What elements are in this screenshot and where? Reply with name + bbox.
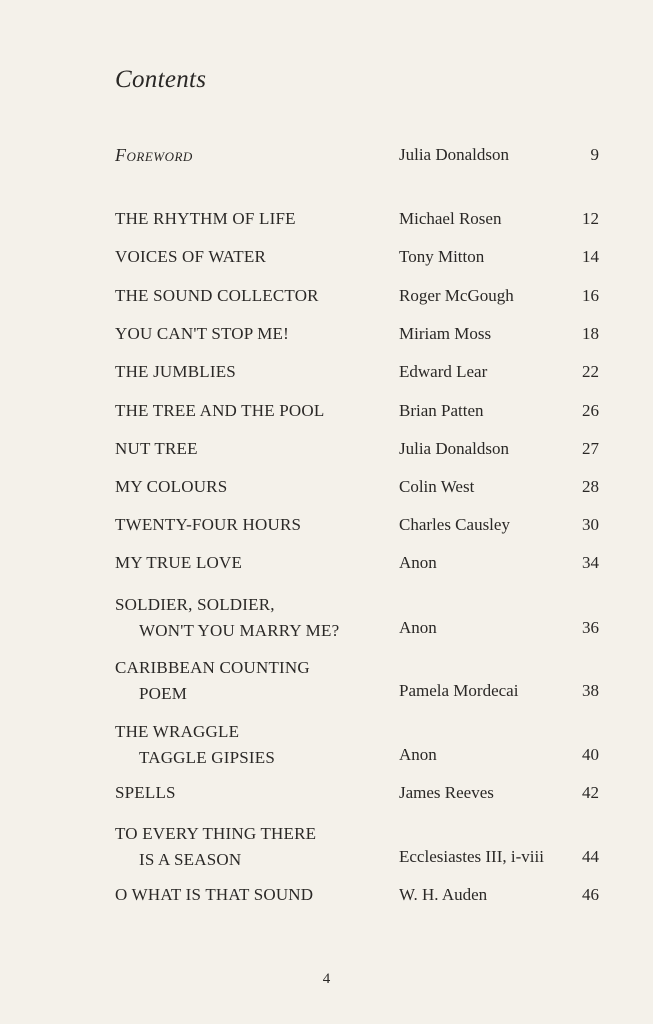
toc-author: Edward Lear xyxy=(399,362,488,381)
toc-author: Roger McGough xyxy=(399,286,514,305)
page-title: Contents xyxy=(115,66,207,93)
toc-title: Foreword xyxy=(115,145,193,165)
toc-title: THE RHYTHM OF LIFE xyxy=(115,209,296,228)
toc-page-number: 34 xyxy=(582,553,599,572)
toc-page-number: 40 xyxy=(582,745,599,764)
toc-page-number: 26 xyxy=(582,401,599,420)
toc-page-number: 38 xyxy=(582,681,599,700)
toc-title: TWENTY-FOUR HOURS xyxy=(115,515,302,534)
toc-page-number: 30 xyxy=(582,515,599,534)
toc-page-number: 28 xyxy=(582,477,599,496)
toc-page-number: 14 xyxy=(582,247,599,266)
toc-author: Ecclesiastes III, i-viii xyxy=(399,847,544,866)
toc-title: NUT TREE xyxy=(115,439,198,458)
toc-author: Tony Mitton xyxy=(399,247,485,266)
toc-author: Anon xyxy=(399,745,437,764)
toc-author: Anon xyxy=(399,618,437,637)
toc-title xyxy=(115,592,339,644)
toc-page-number: 12 xyxy=(582,209,599,228)
toc-title-line-2: POEM xyxy=(139,684,188,703)
toc-author: Michael Rosen xyxy=(399,209,502,228)
toc-page-number: 18 xyxy=(582,324,599,343)
toc-title-line-2: IS A SEASON xyxy=(139,850,242,869)
show-through-watermark xyxy=(130,70,630,490)
toc-author: Miriam Moss xyxy=(399,324,492,343)
toc-title: SPELLS xyxy=(115,783,176,802)
toc-title: THE TREE AND THE POOL xyxy=(115,401,325,420)
toc-title: YOU CAN'T STOP ME! xyxy=(115,324,290,343)
toc-title-line-2: TAGGLE GIPSIES xyxy=(139,748,276,767)
toc-page-number: 46 xyxy=(582,885,599,904)
toc-page-number: 42 xyxy=(582,783,599,802)
toc-author: Pamela Mordecai xyxy=(399,681,519,700)
toc-title: MY COLOURS xyxy=(115,477,228,496)
toc-title: VOICES OF WATER xyxy=(115,247,266,266)
toc-title: MY TRUE LOVE xyxy=(115,553,243,572)
toc-title-line-1: THE WRAGGLE xyxy=(115,722,240,741)
toc-row xyxy=(0,655,653,707)
toc-title-line-1: TO EVERY THING THERE xyxy=(115,824,317,843)
toc-author: Brian Patten xyxy=(399,401,484,420)
toc-page-number: 27 xyxy=(582,439,599,458)
toc-page-number: 36 xyxy=(582,618,599,637)
toc-title-line-1: CARIBBEAN COUNTING xyxy=(115,658,310,677)
toc-author: Colin West xyxy=(399,477,475,496)
toc-author: Anon xyxy=(399,553,437,572)
toc-title: THE SOUND COLLECTOR xyxy=(115,286,319,305)
toc-author: Julia Donaldson xyxy=(399,439,510,458)
toc-row xyxy=(0,592,653,644)
toc-author: James Reeves xyxy=(399,783,494,802)
toc-page-number: 16 xyxy=(582,286,599,305)
toc-author: W. H. Auden xyxy=(399,885,488,904)
toc-author: Charles Causley xyxy=(399,515,510,534)
toc-title: O WHAT IS THAT SOUND xyxy=(115,885,314,904)
toc-row xyxy=(0,821,653,873)
toc-row xyxy=(0,719,653,771)
toc-page-number: 22 xyxy=(582,362,599,381)
toc-title xyxy=(115,821,316,873)
toc-title-line-2: WON'T YOU MARRY ME? xyxy=(139,621,340,640)
toc-page-number: 9 xyxy=(590,145,599,164)
toc-author: Julia Donaldson xyxy=(399,145,510,164)
toc-title xyxy=(115,719,275,771)
toc-page-number: 44 xyxy=(582,847,599,866)
toc-title: THE JUMBLIES xyxy=(115,362,236,381)
footer-page-number: 4 xyxy=(322,971,331,987)
toc-title xyxy=(115,655,310,707)
toc-title-line-1: SOLDIER, SOLDIER, xyxy=(115,595,275,614)
